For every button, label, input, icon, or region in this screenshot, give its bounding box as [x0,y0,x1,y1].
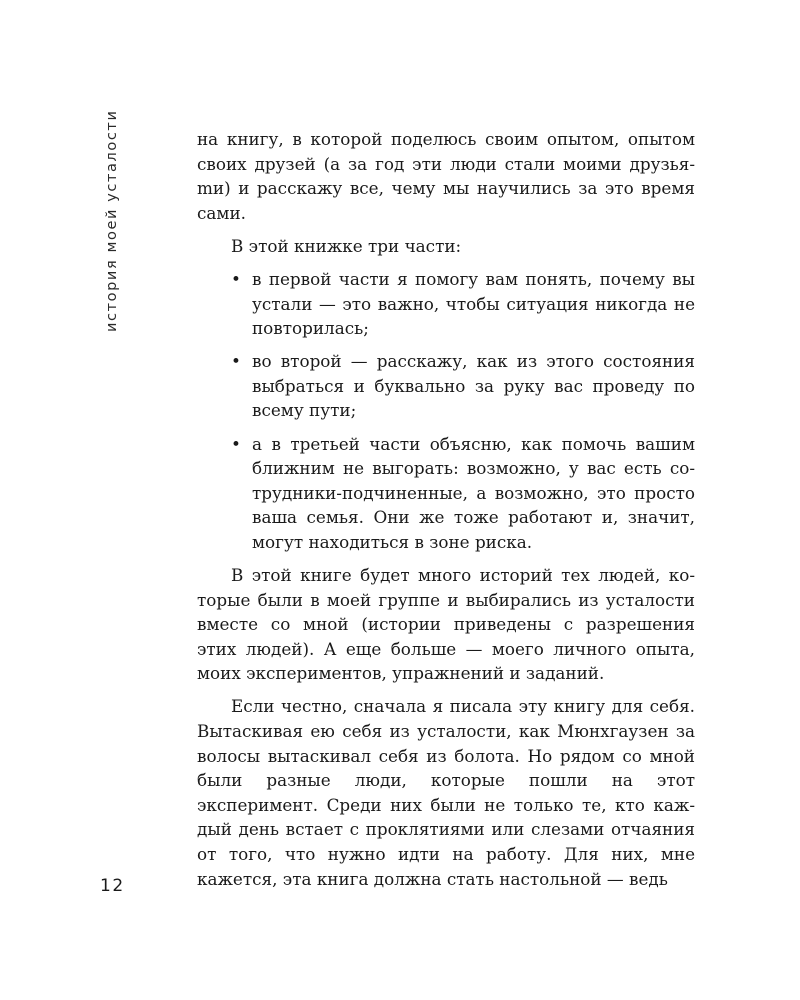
list-item [197,349,695,423]
list-item [197,267,695,341]
paragraph-2: В этой книжке три части: [231,235,462,256]
list-item [197,432,695,555]
bullet-list [197,267,695,555]
page-number: 12 [100,876,125,896]
list-item-text: во второй — расскажу, как из этого состояния выбраться и буквально за руку вас проведу по всему пути; [252,351,695,421]
bullet-marker: • [231,268,241,289]
list-item-text: в первой части я помогу вам понять, почему вы устали — это важно, чтобы ситуация никогда не повторилась; [252,268,695,339]
running-head-text: история моей усталости [104,109,120,332]
paragraph-1: на книгу, в которой поделюсь своим опытом, опытом своих друзей (а за год эти люди стали моими друзьяmи) и расскажу все, чему мы научились за это время сами. [197,129,695,223]
bullet-marker: • [231,351,241,372]
running-head [104,109,124,335]
list-item-text: а в третьей части объясню, как помочь вашим ближним не выгорать: возможно, у вас есть сотрудники-подчиненные, а возможно, это просто ваша семья. Они же тоже работают и, значит, могут находиться в зоне риска. [252,433,695,552]
paragraph-3: В этой книге будет много историй тех людей, которые были в моей группе и выбирались из усталости вместе со мной (истории приведены с разрешения этих людей). А еще больше — моего личного опыта, моих экспериментов, упражнений и заданий. [197,565,695,684]
body-text [197,127,695,891]
bullet-marker: • [231,433,241,454]
paragraph-4: Если честно, сначала я писала эту книгу для себя. Вытаскивая ею себя из усталости, как Мюнхгаузен за волосы вытаскивал себя из болота. Но рядом со мной были разные люди, которые пошли на этот эксперимент. Среди них были не только те, кто каждый день встает с проклятиями или слезами отчаяния от того, что нужно идти на работу. Для них, мне кажется, эта книга должна стать настольной — ведь [197,696,695,889]
